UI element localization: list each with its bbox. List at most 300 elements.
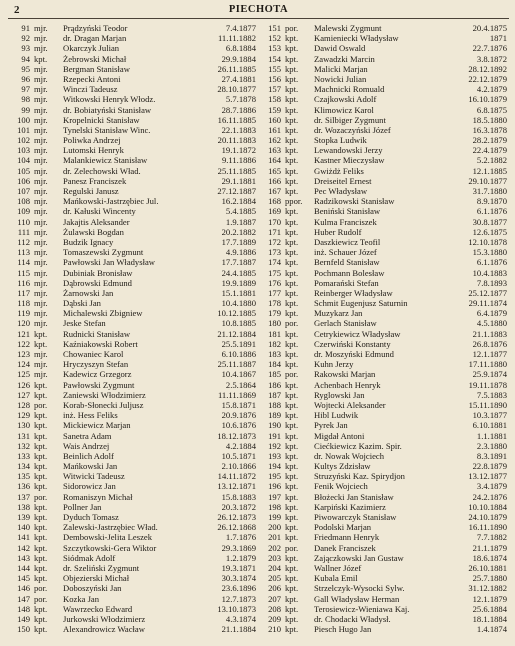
table-row bbox=[8, 105, 258, 115]
entry-rank: kpt. bbox=[34, 420, 48, 431]
table-row bbox=[259, 125, 509, 135]
entry-number: 109 bbox=[17, 206, 30, 217]
entry-name: Chowaniec Karol bbox=[63, 349, 124, 359]
entry-rank: mjr. bbox=[34, 287, 48, 298]
entry-name: Kamieniecki Władysław bbox=[314, 33, 399, 44]
table-row bbox=[8, 54, 258, 64]
entry-name: Migdał Antoni bbox=[314, 430, 365, 441]
entry-birth-date: 20.2.1882 bbox=[221, 226, 256, 237]
entry-name: dr. Dragan Marjan bbox=[63, 33, 127, 44]
entry-number: 104 bbox=[17, 155, 30, 166]
entry-birth-date: 13.12.1871 bbox=[217, 481, 256, 492]
entry-birth-date: 6.1.1876 bbox=[476, 257, 507, 268]
entry-birth-date: 1.9.1887 bbox=[225, 216, 256, 227]
entry-number: 110 bbox=[17, 216, 30, 227]
entry-number: 98 bbox=[21, 94, 30, 105]
entry-birth-date: 21.12.1884 bbox=[217, 328, 256, 339]
entry-birth-date: 18.6.1874 bbox=[472, 552, 507, 563]
entry-number: 144 bbox=[17, 562, 30, 573]
entry-birth-date: 19.9.1889 bbox=[221, 277, 256, 288]
entry-number: 134 bbox=[17, 461, 30, 472]
entry-number: 165 bbox=[268, 165, 281, 176]
entry-rank: kpt. bbox=[34, 450, 48, 461]
entry-name: Błożecki Jan Stanisław bbox=[314, 491, 394, 502]
entry-name: Jurkowski Włodzimierz bbox=[63, 613, 146, 624]
table-row bbox=[8, 492, 258, 502]
entry-rank: kpt. bbox=[34, 430, 48, 441]
table-row bbox=[8, 196, 258, 206]
table-row bbox=[8, 471, 258, 481]
entry-rank: por. bbox=[34, 583, 48, 594]
entry-name: Dąbski Jan bbox=[63, 298, 101, 309]
entry-rank: mjr. bbox=[34, 257, 48, 268]
entry-birth-date: 8.3.1891 bbox=[476, 450, 507, 461]
entry-rank: kpt. bbox=[34, 53, 48, 64]
entry-rank: kpt. bbox=[285, 33, 299, 44]
entry-number: 190 bbox=[268, 420, 281, 431]
entry-name: inż. Schauer Józef bbox=[314, 247, 377, 258]
entry-birth-date: 18.12.1873 bbox=[217, 430, 256, 441]
entry-rank: kpt. bbox=[285, 481, 299, 492]
table-row bbox=[259, 33, 509, 43]
entry-rank: por. bbox=[34, 399, 48, 410]
entry-name: Wais Andrzej bbox=[63, 440, 110, 451]
entry-number: 180 bbox=[268, 318, 281, 329]
entry-number: 207 bbox=[268, 593, 281, 604]
entry-name: Korab-Słonecki Juljusz bbox=[63, 399, 144, 410]
table-row bbox=[259, 369, 509, 379]
table-row bbox=[259, 298, 509, 308]
entry-birth-date: 11.11.1869 bbox=[217, 389, 256, 400]
entry-name: Jeske Stefan bbox=[63, 318, 106, 329]
entry-number: 154 bbox=[268, 53, 281, 64]
entry-birth-date: 10.4.1883 bbox=[472, 267, 507, 278]
table-row bbox=[8, 166, 258, 176]
entry-rank: kpt. bbox=[285, 512, 299, 522]
entry-birth-date: 26.12.1868 bbox=[217, 522, 256, 533]
entry-birth-date: 13.12.1877 bbox=[468, 471, 507, 482]
entry-rank: kpt. bbox=[34, 440, 48, 451]
table-row bbox=[259, 247, 509, 257]
entry-name: Poliwka Andrzej bbox=[63, 135, 121, 146]
entry-birth-date: 16.3.1878 bbox=[472, 124, 507, 135]
entry-number: 199 bbox=[268, 512, 281, 522]
entry-birth-date: 10.12.1885 bbox=[217, 308, 256, 319]
entry-birth-date: 9.11.1886 bbox=[221, 155, 256, 166]
entry-birth-date: 28.12.1892 bbox=[468, 63, 507, 74]
entry-name: Dreiseitel Ernest bbox=[314, 175, 372, 186]
entry-number: 167 bbox=[268, 186, 281, 196]
entry-number: 164 bbox=[268, 155, 281, 166]
entry-name: Dawid Oswald bbox=[314, 43, 366, 54]
entry-name: dr. Zelechowski Wład. bbox=[63, 165, 141, 176]
entry-number: 107 bbox=[17, 186, 30, 196]
entry-birth-date: 20.3.1872 bbox=[221, 501, 256, 512]
entry-number: 168 bbox=[268, 196, 281, 207]
entry-number: 194 bbox=[268, 461, 281, 472]
entry-birth-date: 12.10.1878 bbox=[468, 236, 507, 247]
entry-rank: kpt. bbox=[285, 287, 299, 298]
entry-rank: mjr. bbox=[34, 165, 48, 176]
entry-number: 133 bbox=[17, 450, 30, 461]
entry-name: Malicki Marjan bbox=[314, 63, 368, 74]
entry-rank: kpt. bbox=[285, 308, 299, 319]
entry-name: Żarnowski Jan bbox=[63, 287, 114, 298]
table-row bbox=[259, 318, 509, 328]
entry-name: Alexandrowicz Wacław bbox=[63, 624, 145, 635]
entry-number: 162 bbox=[268, 135, 281, 146]
table-row bbox=[8, 64, 258, 74]
entry-birth-date: 17.11.1880 bbox=[468, 359, 507, 370]
entry-number: 210 bbox=[268, 624, 281, 635]
entry-name: dr. Bobiatyński Stanisław bbox=[63, 104, 152, 115]
entry-birth-date: 1.4.1874 bbox=[476, 624, 507, 635]
entry-name: Okarczyk Julian bbox=[63, 43, 120, 54]
entry-number: 124 bbox=[17, 359, 30, 370]
entry-name: Winczi Tadeusz bbox=[63, 84, 118, 95]
entry-rank: mjr. bbox=[34, 84, 48, 95]
entry-rank: kpt. bbox=[285, 226, 299, 237]
table-row bbox=[8, 278, 258, 288]
table-row bbox=[259, 563, 509, 573]
entry-birth-date: 12.1.1885 bbox=[472, 165, 507, 176]
entry-rank: kpt. bbox=[285, 247, 299, 258]
entry-rank: mjr. bbox=[34, 206, 48, 217]
entry-number: 202 bbox=[268, 542, 281, 553]
entry-rank: kpt. bbox=[34, 542, 48, 553]
entry-name: Zalewski-Jastrzębiec Wład. bbox=[63, 522, 158, 533]
entry-number: 173 bbox=[268, 247, 281, 258]
table-row bbox=[8, 23, 258, 33]
table-row bbox=[8, 420, 258, 430]
entry-number: 115 bbox=[17, 267, 30, 278]
entry-number: 112 bbox=[17, 236, 30, 247]
entry-birth-date: 23.6.1896 bbox=[221, 583, 256, 594]
entry-birth-date: 10.10.1884 bbox=[468, 501, 507, 512]
entry-rank: kpt. bbox=[34, 379, 48, 390]
table-row bbox=[259, 227, 509, 237]
entry-name: Witkowski Henryk Włodz. bbox=[63, 94, 156, 105]
entry-birth-date: 25.6.1884 bbox=[472, 603, 507, 614]
entry-birth-date: 18.1.1884 bbox=[472, 613, 507, 624]
entry-birth-date: 29.11.1874 bbox=[468, 298, 507, 309]
entry-name: Kastner Mieczysław bbox=[314, 155, 385, 166]
entry-birth-date: 16.10.1879 bbox=[468, 94, 507, 105]
entry-rank: kpt. bbox=[285, 277, 299, 288]
entry-birth-date: 3.8.1872 bbox=[476, 53, 507, 64]
entry-birth-date: 1.7.1876 bbox=[225, 532, 256, 543]
entry-name: Hryczyszyn Stefan bbox=[63, 359, 129, 370]
entry-name: Bergman Stanisław bbox=[63, 63, 130, 74]
entry-birth-date: 25.12.1877 bbox=[468, 287, 507, 298]
entry-number: 176 bbox=[268, 277, 281, 288]
entry-number: 189 bbox=[268, 410, 281, 421]
table-row bbox=[8, 359, 258, 369]
entry-birth-date: 1871 bbox=[489, 33, 507, 44]
entry-name: Nowicki Julian bbox=[314, 73, 367, 84]
entry-number: 132 bbox=[17, 440, 30, 451]
entry-name: Friedmann Henryk bbox=[314, 532, 380, 543]
entry-name: Kulma Franciszek bbox=[314, 216, 377, 227]
entry-birth-date: 28.2.1879 bbox=[472, 135, 507, 146]
entry-number: 99 bbox=[21, 104, 30, 115]
entry-name: dr. Moszyński Edmund bbox=[314, 349, 394, 359]
entry-rank: kpt. bbox=[285, 624, 299, 635]
entry-birth-date: 25.9.1874 bbox=[472, 369, 507, 380]
entry-rank: kpt. bbox=[285, 114, 299, 125]
entry-number: 149 bbox=[17, 613, 30, 624]
entry-birth-date: 10.5.1871 bbox=[221, 450, 256, 461]
table-row bbox=[8, 594, 258, 604]
table-row bbox=[8, 573, 258, 583]
entry-number: 105 bbox=[17, 165, 30, 176]
entry-name: Huber Rudolf bbox=[314, 226, 362, 237]
table-row bbox=[8, 318, 258, 328]
entry-rank: mjr. bbox=[34, 216, 48, 227]
entry-name: Dyduch Tomasz bbox=[63, 512, 119, 522]
entry-number: 135 bbox=[17, 471, 30, 482]
entry-name: Wawrzecko Edward bbox=[63, 603, 133, 614]
entry-birth-date: 8.9.1870 bbox=[476, 196, 507, 207]
table-row bbox=[259, 594, 509, 604]
table-row bbox=[8, 502, 258, 512]
table-row bbox=[8, 84, 258, 94]
entry-birth-date: 6.8.1875 bbox=[476, 104, 507, 115]
entry-birth-date: 28.10.1877 bbox=[217, 84, 256, 95]
entry-birth-date: 2.3.1880 bbox=[476, 440, 507, 451]
entry-rank: kpt. bbox=[285, 583, 299, 594]
table-row bbox=[8, 441, 258, 451]
entry-rank: mjr. bbox=[34, 308, 48, 319]
table-row bbox=[259, 268, 509, 278]
entry-number: 175 bbox=[268, 267, 281, 278]
table-row bbox=[8, 145, 258, 155]
entry-name: Kuhn Jerzy bbox=[314, 359, 354, 370]
table-row bbox=[259, 64, 509, 74]
entry-number: 108 bbox=[17, 196, 30, 207]
entry-name: Pec Władysław bbox=[314, 186, 368, 196]
entry-number: 150 bbox=[17, 624, 30, 635]
entry-birth-date: 12.1.1879 bbox=[472, 593, 507, 604]
entry-birth-date: 12.6.1875 bbox=[472, 226, 507, 237]
entry-birth-date: 19.3.1871 bbox=[221, 562, 256, 573]
entry-name: Kadewicz Grzegorz bbox=[63, 369, 132, 380]
entry-name: dr. Silbiger Zygmunt bbox=[314, 114, 386, 125]
entry-number: 101 bbox=[17, 124, 30, 135]
entry-number: 174 bbox=[268, 257, 281, 268]
table-row bbox=[8, 298, 258, 308]
entry-birth-date: 28.7.1886 bbox=[221, 104, 256, 115]
table-row bbox=[259, 553, 509, 563]
entry-name: Czerwiński Konstanty bbox=[314, 338, 391, 349]
table-row bbox=[8, 33, 258, 43]
entry-birth-date: 25.5.1891 bbox=[221, 338, 256, 349]
entry-rank: mjr. bbox=[34, 124, 48, 135]
entry-rank: kpt. bbox=[285, 379, 299, 390]
entry-number: 157 bbox=[268, 84, 281, 95]
entry-number: 122 bbox=[17, 338, 30, 349]
table-row bbox=[259, 186, 509, 196]
table-row bbox=[259, 105, 509, 115]
entry-birth-date: 20.4.1875 bbox=[472, 23, 507, 33]
entry-rank: kpt. bbox=[285, 471, 299, 482]
table-row bbox=[8, 481, 258, 491]
entry-number: 128 bbox=[17, 399, 30, 410]
entry-name: dr. Nowak Wojciech bbox=[314, 450, 385, 461]
table-row bbox=[8, 217, 258, 227]
entry-rank: mjr. bbox=[34, 104, 48, 115]
entry-number: 141 bbox=[17, 532, 30, 543]
table-row bbox=[8, 94, 258, 104]
entry-birth-date: 26.11.1885 bbox=[217, 63, 256, 74]
entry-birth-date: 30.3.1874 bbox=[221, 573, 256, 584]
entry-number: 187 bbox=[268, 389, 281, 400]
entry-number: 166 bbox=[268, 175, 281, 186]
table-row bbox=[259, 461, 509, 471]
entry-number: 96 bbox=[21, 73, 30, 84]
entry-name: Pawłowski Zygmunt bbox=[63, 379, 135, 390]
roster-columns bbox=[8, 23, 509, 634]
table-row bbox=[8, 553, 258, 563]
entry-rank: kpt. bbox=[285, 236, 299, 247]
entry-number: 93 bbox=[21, 43, 30, 54]
entry-name: Struzyński Kaz. Spirydjon bbox=[314, 471, 405, 482]
entry-birth-date: 14.11.1872 bbox=[217, 471, 256, 482]
entry-name: Sanetra Adam bbox=[63, 430, 112, 441]
entry-birth-date: 10.4.1867 bbox=[221, 369, 256, 380]
entry-number: 116 bbox=[17, 277, 30, 288]
entry-number: 142 bbox=[17, 542, 30, 553]
entry-number: 158 bbox=[268, 94, 281, 105]
table-row bbox=[259, 624, 509, 634]
entry-name: dr. Szeliński Zygmunt bbox=[63, 562, 140, 573]
entry-number: 119 bbox=[17, 308, 30, 319]
entry-birth-date: 15.8.1883 bbox=[221, 491, 256, 502]
entry-birth-date: 31.7.1880 bbox=[472, 186, 507, 196]
entry-number: 209 bbox=[268, 613, 281, 624]
entry-name: Mańkowski-Jastrzębiec Jul. bbox=[63, 196, 159, 207]
entry-birth-date: 6.10.1881 bbox=[472, 420, 507, 431]
entry-rank: kpt. bbox=[34, 389, 48, 400]
entry-rank: mjr. bbox=[34, 23, 48, 33]
entry-name: Szczytkowski-Gera Wiktor bbox=[63, 542, 157, 553]
table-row bbox=[8, 543, 258, 553]
table-row bbox=[259, 502, 509, 512]
entry-birth-date: 26.12.1873 bbox=[217, 512, 256, 522]
entry-number: 121 bbox=[17, 328, 30, 339]
entry-number: 94 bbox=[21, 53, 30, 64]
entry-rank: por. bbox=[34, 491, 48, 502]
entry-name: Gall Władysław Herman bbox=[314, 593, 400, 604]
entry-rank: kpt. bbox=[285, 501, 299, 512]
entry-name: Prądzyński Teodor bbox=[63, 23, 128, 33]
entry-rank: kpt. bbox=[285, 155, 299, 166]
entry-rank: kpt. bbox=[285, 389, 299, 400]
entry-birth-date: 7.7.1882 bbox=[476, 532, 507, 543]
entry-birth-date: 17.7.1889 bbox=[221, 236, 256, 247]
table-row bbox=[259, 135, 509, 145]
entry-number: 106 bbox=[17, 175, 30, 186]
entry-rank: kpt. bbox=[34, 338, 48, 349]
table-row bbox=[259, 522, 509, 532]
entry-name: Panesz Franciszek bbox=[63, 175, 127, 186]
entry-rank: kpt. bbox=[285, 613, 299, 624]
table-row bbox=[259, 278, 509, 288]
entry-name: Siódmak Adolf bbox=[63, 552, 116, 563]
entry-birth-date: 29.3.1869 bbox=[221, 542, 256, 553]
entry-number: 103 bbox=[17, 145, 30, 156]
entry-birth-date: 5.7.1878 bbox=[225, 94, 256, 105]
table-row bbox=[8, 247, 258, 257]
entry-name: Karpiński Kazimierz bbox=[314, 501, 386, 512]
table-row bbox=[259, 573, 509, 583]
entry-birth-date: 6.4.1879 bbox=[476, 308, 507, 319]
entry-birth-date: 11.11.1882 bbox=[217, 33, 256, 44]
entry-name: dr. Kałuski Wincenty bbox=[63, 206, 136, 217]
entry-rank: kpt. bbox=[285, 43, 299, 54]
entry-birth-date: 13.10.1873 bbox=[217, 603, 256, 614]
entry-birth-date: 15.3.1880 bbox=[472, 247, 507, 258]
table-row bbox=[8, 400, 258, 410]
entry-number: 91 bbox=[21, 23, 30, 33]
entry-name: Kaźniakowski Robert bbox=[63, 338, 138, 349]
entry-rank: mjr. bbox=[34, 155, 48, 166]
entry-number: 127 bbox=[17, 389, 30, 400]
entry-birth-date: 29.10.1877 bbox=[468, 175, 507, 186]
entry-rank: kpt. bbox=[285, 491, 299, 502]
entry-birth-date: 4.5.1880 bbox=[476, 318, 507, 329]
entry-number: 205 bbox=[268, 573, 281, 584]
entry-number: 186 bbox=[268, 379, 281, 390]
entry-rank: mjr. bbox=[34, 349, 48, 359]
entry-rank: mjr. bbox=[34, 298, 48, 309]
table-row bbox=[259, 206, 509, 216]
entry-number: 169 bbox=[268, 206, 281, 217]
table-row bbox=[8, 461, 258, 471]
entry-rank: kpt. bbox=[285, 399, 299, 410]
entry-number: 156 bbox=[268, 73, 281, 84]
entry-rank: mjr. bbox=[34, 63, 48, 74]
entry-name: Beinlich Adolf bbox=[63, 450, 114, 461]
entry-birth-date: 21.1.1883 bbox=[472, 328, 507, 339]
table-row bbox=[259, 23, 509, 33]
entry-birth-date: 7.4.1877 bbox=[225, 23, 256, 33]
table-row bbox=[259, 471, 509, 481]
entry-number: 131 bbox=[17, 430, 30, 441]
entry-number: 204 bbox=[268, 562, 281, 573]
entry-number: 129 bbox=[17, 410, 30, 421]
table-row bbox=[8, 451, 258, 461]
entry-name: Malankiewicz Stanisław bbox=[63, 155, 148, 166]
entry-number: 181 bbox=[268, 328, 281, 339]
table-row bbox=[259, 512, 509, 522]
table-row bbox=[259, 288, 509, 298]
entry-birth-date: 20.9.1876 bbox=[221, 410, 256, 421]
entry-rank: kpt. bbox=[285, 135, 299, 146]
entry-birth-date: 7.5.1883 bbox=[476, 389, 507, 400]
entry-number: 145 bbox=[17, 573, 30, 584]
entry-name: Tomaszewski Zygmunt bbox=[63, 247, 144, 258]
entry-number: 192 bbox=[268, 440, 281, 451]
entry-number: 159 bbox=[268, 104, 281, 115]
entry-birth-date: 12.1.1877 bbox=[472, 349, 507, 359]
table-row bbox=[259, 217, 509, 227]
entry-name: Pochmann Bolesław bbox=[314, 267, 385, 278]
table-row bbox=[259, 492, 509, 502]
entry-number: 126 bbox=[17, 379, 30, 390]
entry-birth-date: 29.1.1881 bbox=[221, 175, 256, 186]
page-title: PIECHOTA bbox=[228, 4, 289, 15]
